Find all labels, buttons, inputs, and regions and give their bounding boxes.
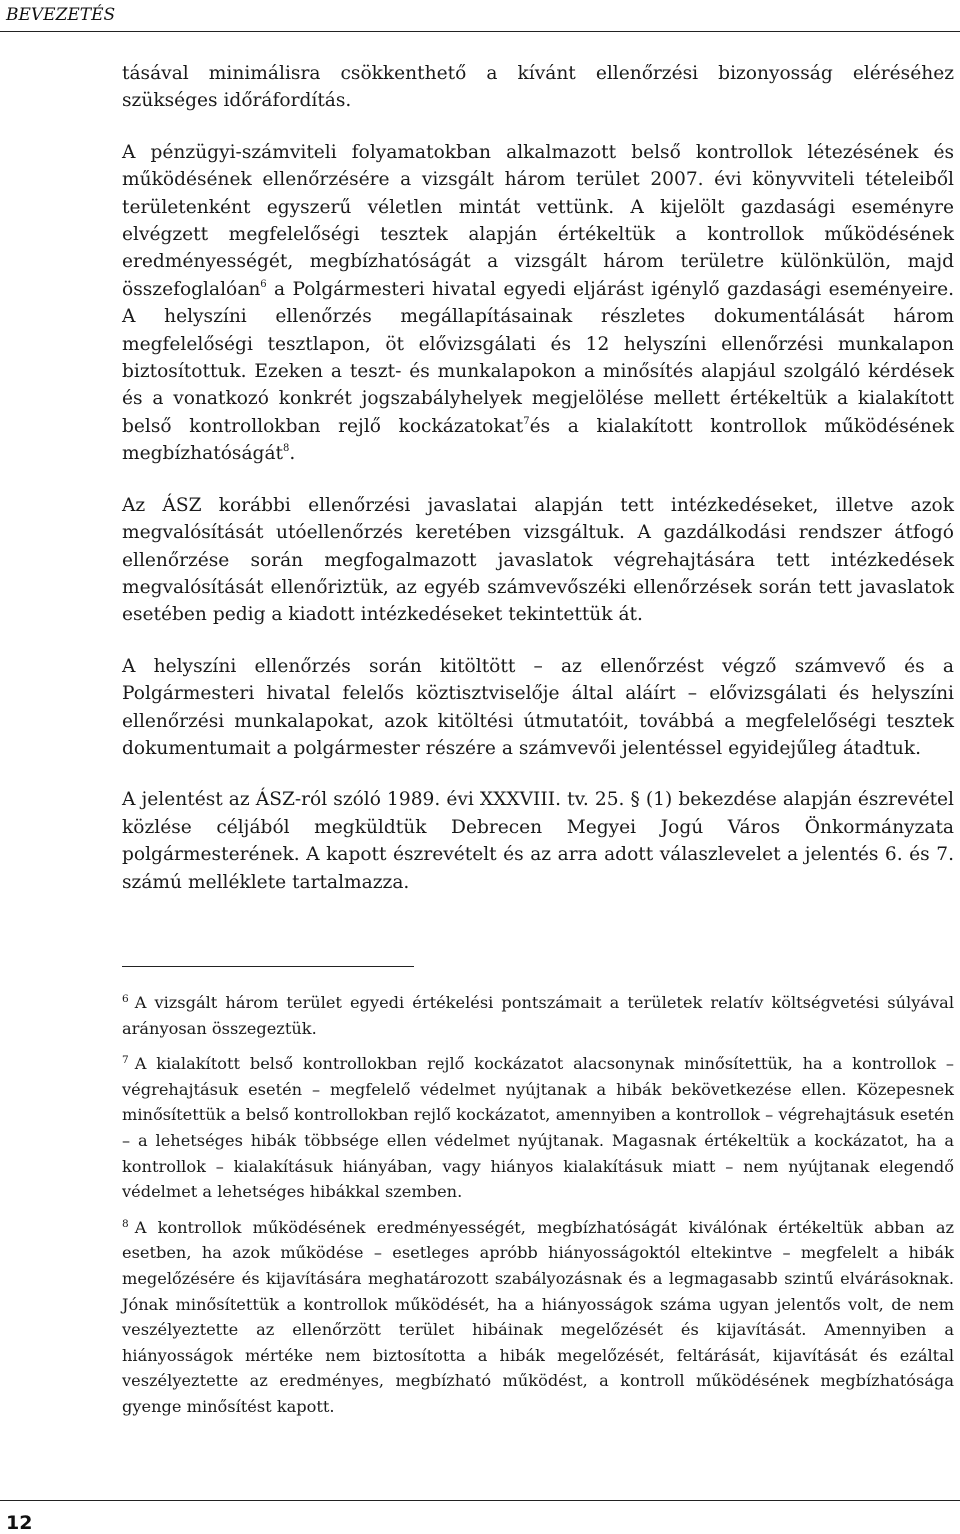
- main-text: [122, 60, 954, 920]
- paragraph-1: tásával minimálisra csökkenthető a kívánt ellenőrzési bizonyosság eléréséhez szükséges időráfordítás.: [122, 63, 954, 112]
- paragraph-2-part-a: A pénzügyi-számviteli folyamatokban alkalmazott belső kontrollok létezésének és működésének ellenőrzésére a vizsgált három terület 2007. évi könyvviteli tételeiből területenként egyszerű véletlen mintát vettünk. A kijelölt gazdasági eseményre elvégzett megfelelőségi tesztek alapján értékeltük a kontrollok működésének eredményességét, megbízhatóságát a vizsgált három területre különkülön, majd összefoglalóan: [122, 141, 954, 300]
- footnote-7: [122, 1051, 954, 1205]
- footnote-8: [122, 1215, 954, 1420]
- page-number: 12: [6, 1512, 33, 1534]
- paragraph-2: [122, 139, 954, 468]
- footnote-text: A vizsgált három terület egyedi értékelési pontszámait a területek relatív költségvetési súlyával arányosan összegeztük.: [122, 993, 954, 1038]
- paragraph-3: Az ÁSZ korábbi ellenőrzési javaslatai alapján tett intézkedéseket, illetve azok megvalósítását utóellenőrzés keretében vizsgáltuk. A gazdálkodási rendszer átfogó ellenőrzése során megfogalmazott javaslatok végrehajtására tett intézkedések megvalósítását ellenőriztük, az egyéb számvevőszéki ellenőrzések során tett javaslatok esetében pedig a kiadott intézkedéseket tekintettük át.: [122, 494, 954, 626]
- paragraph-4: A helyszíni ellenőrzés során kitöltött – az ellenőrzést végző számvevő és a Polgármesteri hivatal felelős köztisztviselője által aláírt – elővizsgálati és helyszíni ellenőrzési munkalapokat, azok kitöltési útmutatóit, továbbá a megfelelőségi tesztek dokumentumait a polgármester részére a számvevői jelentéssel egyidejűleg átadtuk.: [122, 655, 954, 759]
- section-title: BEVEZETÉS: [6, 5, 116, 25]
- footnote-ref-7[interactable]: 7: [523, 415, 530, 427]
- footnote-ref-8[interactable]: 8: [283, 443, 290, 455]
- footnote-text: A kontrollok működésének eredményességét, megbízhatóságát kiválónak értékeltük abban az esetben, ha azok működése – esetleges apróbb hiányosságoktól eltekintve – megfelelt a hibák megelőzésére és kijavítására meghatározott szabályozásnak és a legmagasabb szintű elvárásoknak. Jónak minősítettük a kontrollok működését, ha a hiányosságok száma ugyan jelentős volt, de nem veszélyeztette az ellenőrzött terület hibáinak megelőzését és kijavítását. Amennyiben a hiányosságok mértéke nem biztosította a hibák megelőzését, feltárását, kijavítását és ezáltal veszélyeztette az eredményes, megbízható működést, a kontroll működésének megbízhatósága gyenge minősítést kapott.: [122, 1217, 954, 1416]
- footnote-6: [122, 990, 954, 1041]
- footnote-text: A kialakított belső kontrollokban rejlő kockázatot alacsonynak minősítettük, ha a kontrollok – végrehajtásuk esetén – megfelelő védelmet nyújtanak a hibák bekövetkezése ellen. Közepesnek minősítettük a belső kontrollokban rejlő kockázatot, amennyiben a kontrollok – végrehajtásuk esetén – a lehetséges hibák többsége ellen védelmet nyújtanak. Magasnak értékeltük a kockázatot, ha a kontrollok – kialakításuk hiányában, vagy hiányos kialakításuk miatt – nem nyújtanak elegendő védelmet a lehetséges hibákkal szemben.: [122, 1054, 954, 1202]
- footnote-divider: [122, 966, 414, 967]
- running-header: [0, 0, 960, 34]
- footer-divider: [0, 1500, 960, 1501]
- paragraph-2-part-d: .: [289, 443, 296, 465]
- footnote-number: 7: [122, 1054, 129, 1067]
- footnotes: [122, 990, 954, 1430]
- footnote-ref-6[interactable]: 6: [260, 278, 267, 290]
- footnote-number: 6: [122, 993, 129, 1005]
- paragraph-2-part-c: és a kialakított kontrollok működésének megbízhatóságát: [122, 415, 955, 465]
- paragraph-2-part-b: a Polgármesteri hivatal egyedi eljárást igénylő gazdasági eseményeire. A helyszíni ellenőrzés megállapításainak részletes dokumentálását három megfelelőségi tesztlapon, öt elővizsgálati és 12 helyszíni ellenőrzési munkalapon biztosítottuk. Ezeken a teszt- és munkalapokon a minősítés alapjául szolgáló kérdések és a vonatkozó konkrét jogszabályhelyek megjelölése mellett értékeltük a kialakított belső kontrollokban rejlő kockázatokat: [122, 278, 954, 437]
- header-divider: [0, 31, 960, 32]
- paragraph-5: A jelentést az ÁSZ-ról szóló 1989. évi XXXVIII. tv. 25. § (1) bekezdése alapján észrevétel közlése céljából megküldtük Debrecen Megyei Jogú Város Önkormányzata polgármesterének. A kapott észrevételt és az arra adott válaszlevelet a jelentés 6. és 7. számú melléklete tartalmazza.: [122, 789, 954, 893]
- footnote-number: 8: [122, 1217, 129, 1230]
